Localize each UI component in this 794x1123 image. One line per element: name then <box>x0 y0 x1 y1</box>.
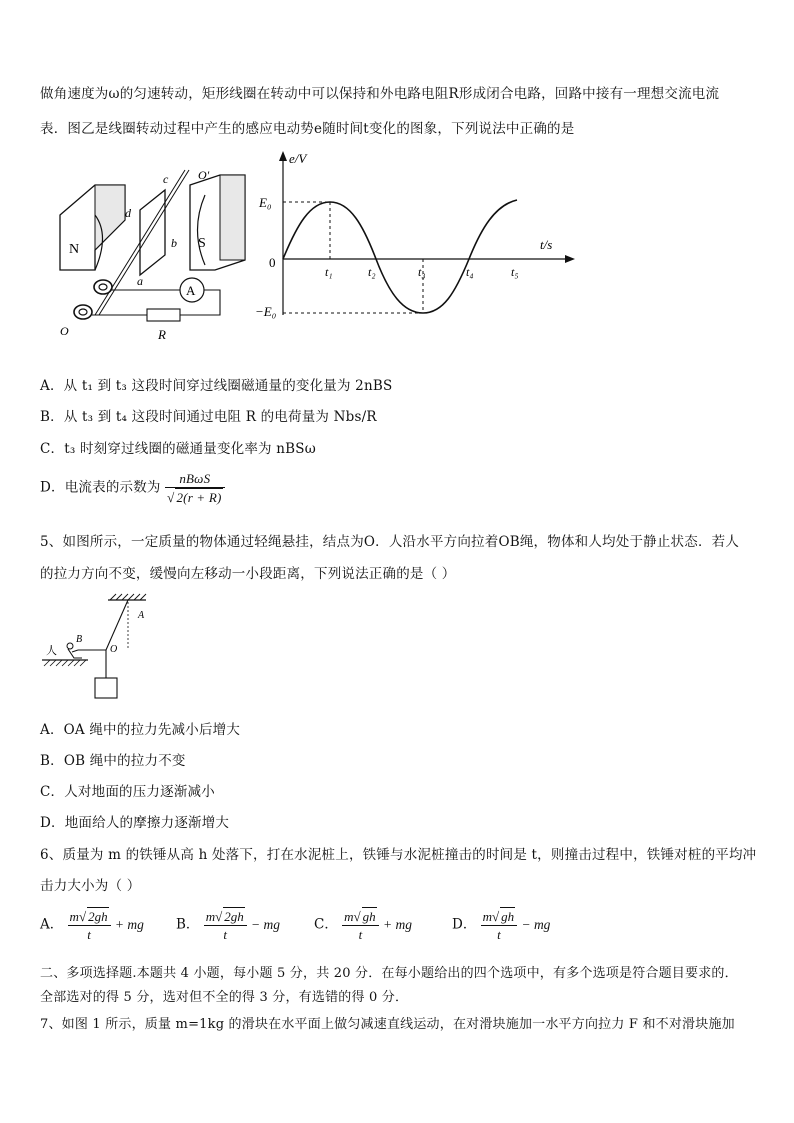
q4-option-d-denominator: 2(r + R) <box>176 490 222 505</box>
q5-option-d: D．地面给人的摩擦力逐渐增大 <box>40 815 230 831</box>
q6-option-d: D． $\frac{m√ gh}{t}$ − mg <box>452 909 551 942</box>
label-S: S <box>198 236 206 251</box>
svg-text:d: d <box>125 206 131 220</box>
svg-text:R: R <box>158 327 166 342</box>
tick-t4: t₄ <box>466 265 474 279</box>
tick-t2: t₂ <box>368 265 376 279</box>
tick-t1: t₁ <box>325 265 333 279</box>
svg-text:A: A <box>186 283 196 298</box>
q4-option-d <box>40 470 225 506</box>
tick-t5: t₅ <box>511 265 519 279</box>
q4-intro-line1: 做角速度为ω的匀速转动，矩形线圈在转动中可以保持和外电路电阻R形成闭合电路，回路中接有一理想交流电流 <box>40 86 720 102</box>
q5-option-b: B．OB 绳中的拉力不变 <box>40 753 186 769</box>
y-axis-label: e/V <box>289 151 307 166</box>
svg-text:O': O' <box>198 168 210 182</box>
rope-oa <box>106 600 128 650</box>
q6-option-b: B． $\frac{m√ 2gh}{t}$ − mg <box>176 909 281 942</box>
q5-option-a: A．OA 绳中的拉力先减小后增大 <box>40 722 241 738</box>
rope-figure <box>38 592 168 702</box>
q4-option-d-fraction: $\frac{\text{nBωS}}{√ 2(r + R)}$ <box>165 470 224 506</box>
slip-rings <box>60 280 112 338</box>
q7-stem-line1: 7、如图 1 所示，质量 m=1kg 的滑块在水平面上做匀减速直线运动，在对滑块施加一水平方向拉力 F 和不对滑块施加 <box>40 1017 735 1032</box>
q5-stem-line1: 5、如图所示，一定质量的物体通过轻绳悬挂，结点为O．人沿水平方向拉着OB绳，物体和人均处于静止状态．若人 <box>40 534 740 550</box>
svg-text:O: O <box>110 644 118 655</box>
svg-text:A: A <box>138 610 145 621</box>
y-neg-label: −E₀ <box>255 304 277 319</box>
q6-option-a: A． $\frac{m√ 2gh}{t}$ + mg <box>40 909 144 942</box>
svg-text:B: B <box>76 634 83 645</box>
tick-t3: t₃ <box>418 265 426 279</box>
q4-option-a: A．从 t₁ 到 t₃ 这段时间穿过线圈磁通量的变化量为 2nBS <box>40 378 393 394</box>
hanging-block <box>95 678 117 698</box>
emf-time-graph <box>255 145 580 325</box>
svg-text:a: a <box>137 274 143 288</box>
section2-line1: 二、多项选择题.本题共 4 小题，每小题 5 分，共 20 分．在每小题给出的四个选项中，有多个选项是符合题目要求的． <box>40 966 738 981</box>
q6-option-c: C． $\frac{m√ gh}{t}$ + mg <box>314 909 412 942</box>
svg-text:O: O <box>60 324 69 338</box>
q6-stem-line1: 6、质量为 m 的铁锤从高 h 处落下，打在水泥桩上，铁锤与水泥桩撞击的时间是 t，则撞击过程中，铁锤对桩的平均冲 <box>40 847 757 863</box>
svg-text:b: b <box>171 236 177 250</box>
q4-option-c: C．t₃ 时刻穿过线圈的磁通量变化率为 nBSω <box>40 441 316 457</box>
q4-option-b: B．从 t₃ 到 t₄ 这段时间通过电阻 R 的电荷量为 Nbs/R <box>40 409 377 425</box>
emf-curve <box>283 200 517 313</box>
x-axis-label: t/s <box>540 237 553 252</box>
svg-text:人: 人 <box>46 645 57 657</box>
q4-intro-line2: 表．图乙是线圈转动过程中产生的感应电动势e随时间t变化的图象，下列说法中正确的是 <box>40 121 575 137</box>
q4-option-d-numerator: nBωS <box>165 470 224 488</box>
north-magnet <box>60 185 125 270</box>
y-pos-label: E₀ <box>259 195 272 210</box>
south-magnet <box>190 175 245 270</box>
q5-stem-line2: 的拉力方向不变，缓慢向左移动一小段距离，下列说法正确的是（ ） <box>40 566 456 582</box>
section2-line2: 全部选对的得 5 分，选对但不全的得 3 分，有选错的得 0 分． <box>40 990 409 1005</box>
q4-option-d-prefix: D．电流表的示数为 <box>40 479 161 496</box>
generator-figure <box>55 165 275 345</box>
svg-text:c: c <box>163 172 169 186</box>
label-N: N <box>69 242 80 257</box>
q5-option-c: C．人对地面的压力逐渐减小 <box>40 784 215 800</box>
q6-stem-line2: 击力大小为（ ） <box>40 878 141 894</box>
origin-label: 0 <box>269 255 276 270</box>
